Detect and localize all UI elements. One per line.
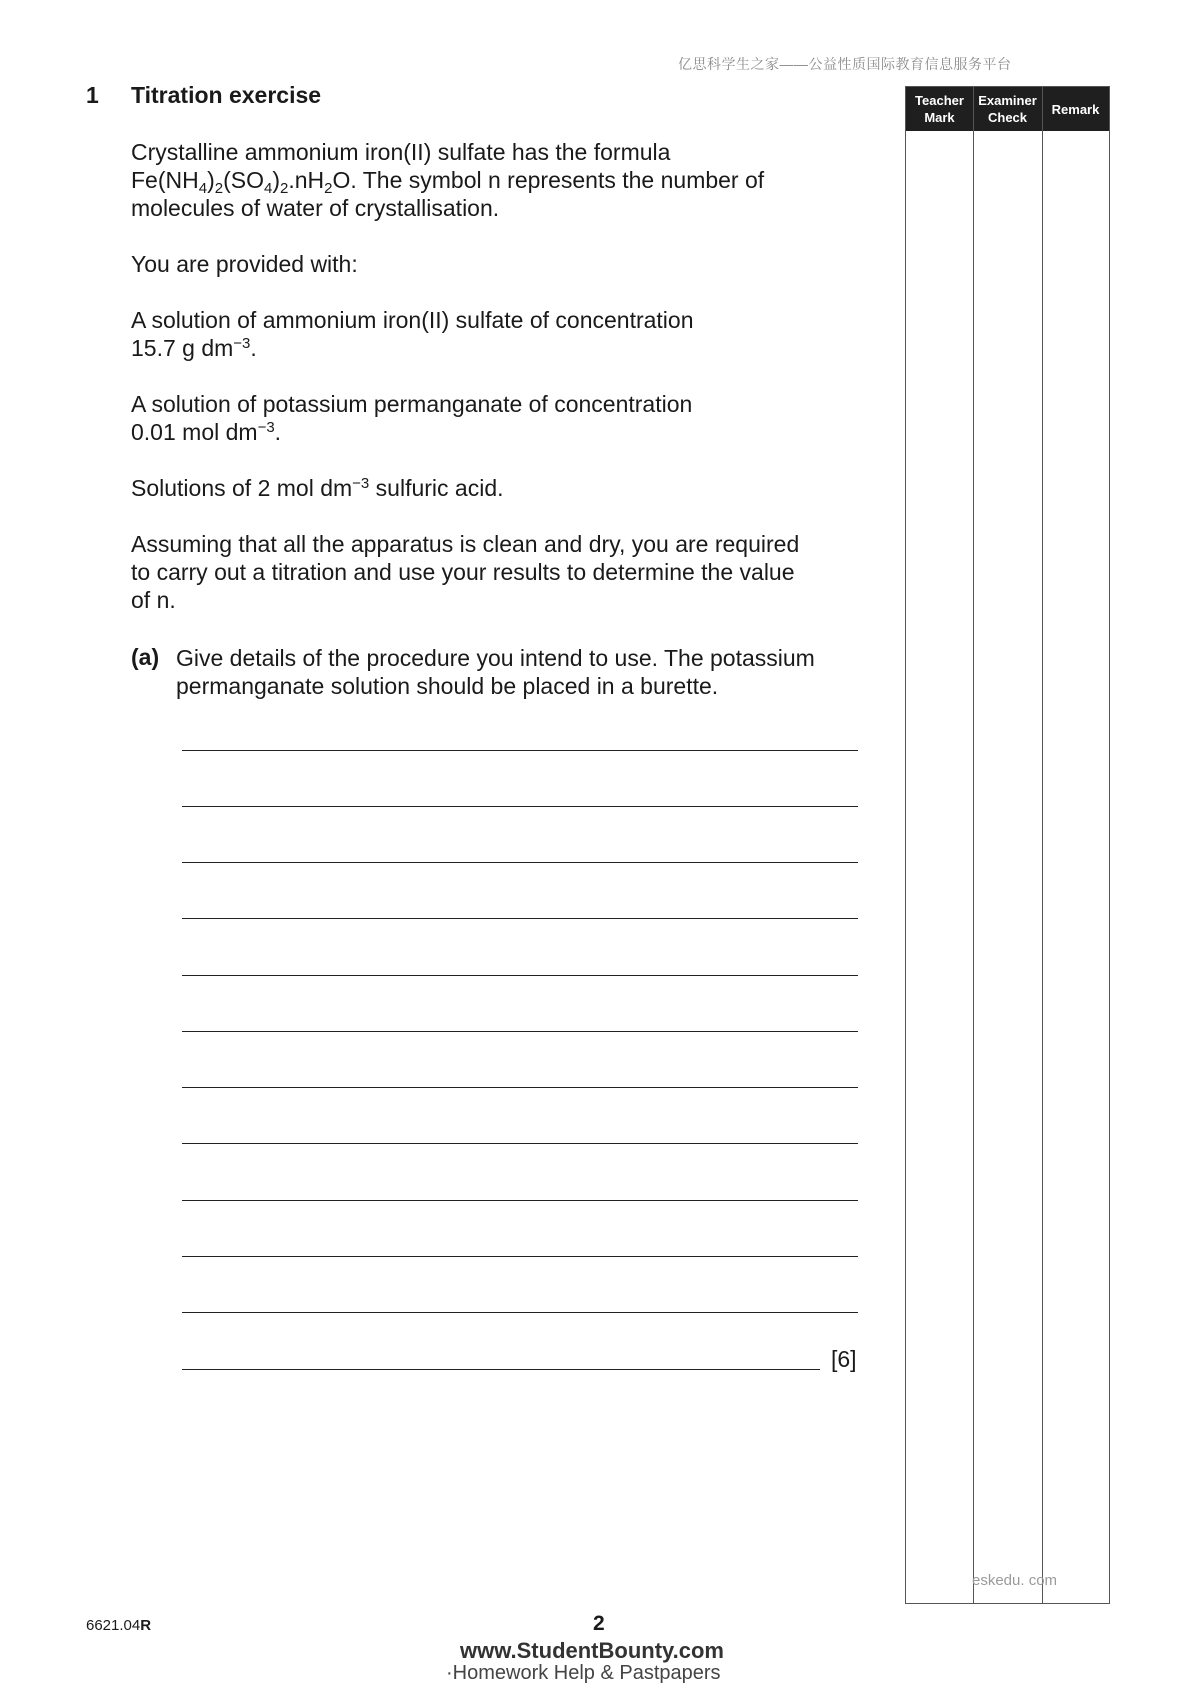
paper-code: 6621.04R [86, 1617, 152, 1634]
studentbounty-tagline: ·Homework Help & Pastpapers [446, 1662, 721, 1684]
question-number: 1 [86, 82, 99, 108]
answer-line[interactable] [182, 1256, 858, 1257]
assumption-paragraph: Assuming that all the apparatus is clean and dry, you are required to carry out a titration and use your results to determine the value of n. [131, 531, 800, 613]
part-a-text: Give details of the procedure you intend to use. The potassium permanganate solution should be placed in a burette. [176, 645, 815, 699]
answer-line[interactable] [182, 750, 858, 751]
remark-header: Remark [1051, 101, 1100, 117]
header-watermark: 亿思科学生之家——公益性质国际教育信息服务平台 [678, 56, 1012, 72]
solution-permanganate: A solution of potassium permanganate of concentration 0.01 mol $dm^{-3}$. [131, 391, 693, 445]
part-a-label: (a) [131, 644, 160, 670]
examiner-check-header: Examiner Check [978, 93, 1037, 125]
answer-line[interactable] [182, 1369, 820, 1370]
provided-with: You are provided with: [131, 251, 358, 277]
solution-ammonium: A solution of ammonium iron(II) sulfate of concentration 15.7 g $dm^{-3}$. [131, 307, 694, 361]
answer-line[interactable] [182, 1312, 858, 1313]
question-title: Titration exercise [131, 82, 322, 108]
column-divider [973, 87, 974, 1603]
answer-line[interactable] [182, 1087, 858, 1088]
studentbounty-logo[interactable]: www.StudentBounty.com [460, 1638, 724, 1663]
answer-line[interactable] [182, 806, 858, 807]
margin-watermark: eskedu. com [972, 1572, 1058, 1589]
intro-line-1: Crystalline ammonium iron(II) sulfate has the formula [131, 139, 671, 165]
margin-table [905, 86, 1110, 1604]
formula-line: $Fe(NH_4)_2(SO_4)_2.nH_2O$. The symbol n represents the number of [131, 167, 765, 197]
answer-line[interactable] [182, 1143, 858, 1144]
intro-paragraph [131, 138, 871, 222]
answer-line[interactable] [182, 1200, 858, 1201]
marks-label: [6] [831, 1346, 857, 1372]
intro-line-3: molecules of water of crystallisation. [131, 195, 500, 221]
teacher-mark-header: Teacher Mark [915, 93, 964, 125]
answer-line[interactable] [182, 975, 858, 976]
answer-line[interactable] [182, 918, 858, 919]
column-divider [1042, 87, 1043, 1603]
page-number: 2 [593, 1612, 605, 1635]
answer-line[interactable] [182, 1031, 858, 1032]
solution-sulfuric: Solutions of 2 mol $dm^{-3}$ sulfuric acid. [131, 475, 504, 501]
answer-line[interactable] [182, 862, 858, 863]
